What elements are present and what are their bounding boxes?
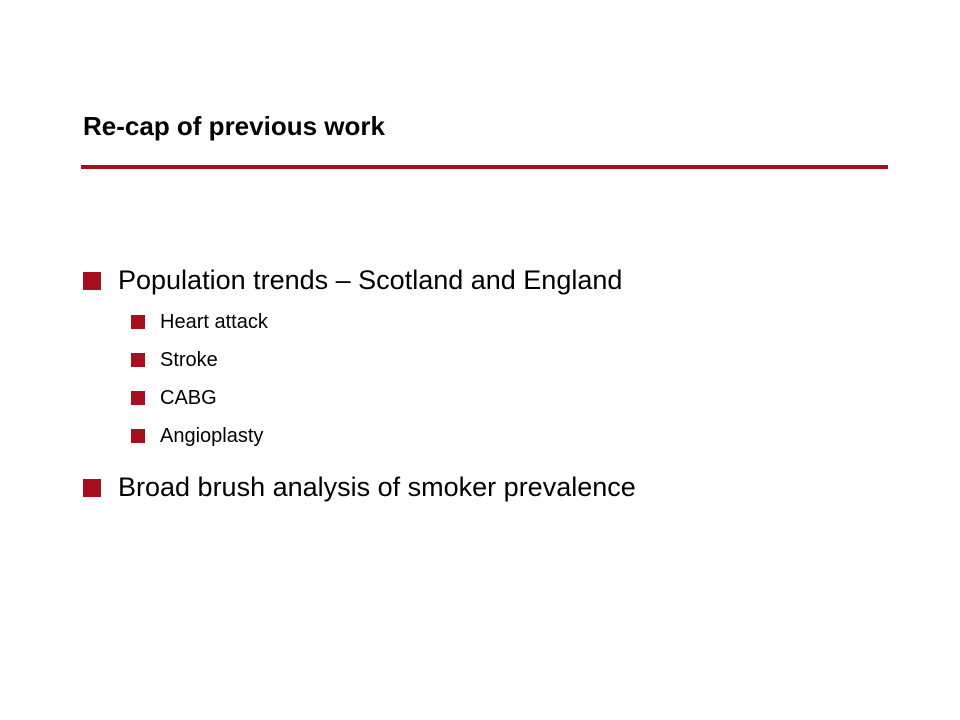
sub-bullet-item-stroke — [83, 341, 903, 379]
square-bullet-icon — [131, 353, 145, 367]
sub-bullet-text: Stroke — [160, 349, 218, 371]
bullet-text: Population trends – Scotland and England — [118, 265, 623, 295]
sub-bullet-item-angioplasty — [83, 417, 903, 455]
square-bullet-icon — [83, 479, 101, 497]
bullet-item-smoker-prevalence — [83, 465, 903, 510]
square-bullet-icon — [83, 272, 101, 290]
title-divider — [81, 165, 888, 169]
bullet-text: Broad brush analysis of smoker prevalence — [118, 472, 636, 502]
square-bullet-icon — [131, 315, 145, 329]
sub-bullet-item-heart-attack — [83, 303, 903, 341]
square-bullet-icon — [131, 391, 145, 405]
square-bullet-icon — [131, 429, 145, 443]
list-spacer — [83, 455, 903, 465]
bullet-item-population-trends — [83, 258, 903, 303]
sub-bullet-text: CABG — [160, 387, 217, 409]
slide-title: Re-cap of previous work — [83, 111, 385, 141]
sub-bullet-text: Angioplasty — [160, 425, 264, 447]
bullet-list — [83, 258, 903, 510]
sub-bullet-text: Heart attack — [160, 311, 268, 333]
sub-bullet-item-cabg — [83, 379, 903, 417]
